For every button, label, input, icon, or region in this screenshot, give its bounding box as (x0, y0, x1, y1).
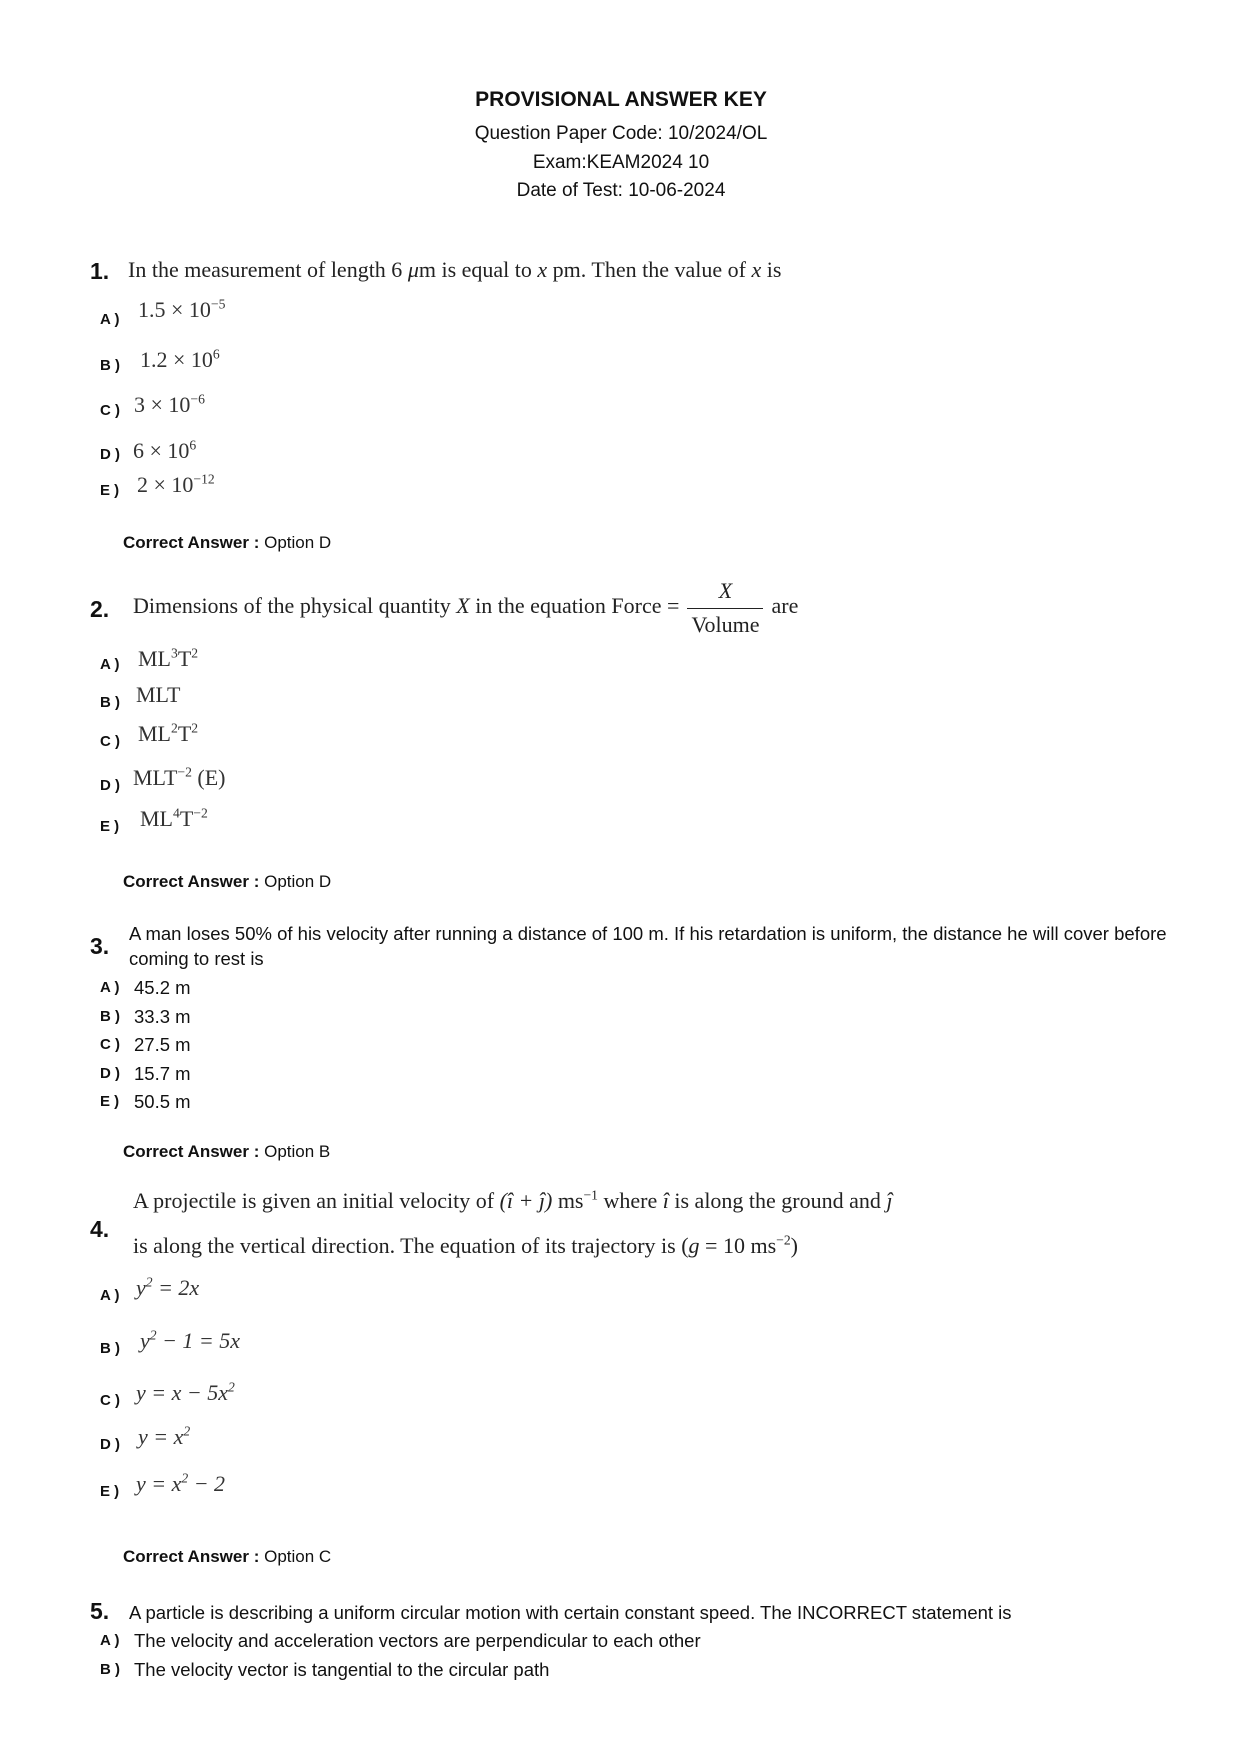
question-number: 3. (90, 933, 110, 959)
test-date: Date of Test: 10-06-2024 (516, 180, 726, 201)
option-label: B ) (100, 1340, 120, 1357)
option-value: 50.5 m (134, 1091, 191, 1112)
option-value: $ML^2T^2$ (138, 720, 199, 746)
correct-answer: Correct Answer : Option D (123, 872, 332, 891)
question-number: 5. (90, 1598, 110, 1624)
option-value: $3 \times 10^{-6}$ (134, 391, 205, 417)
option-label: E ) (100, 818, 120, 835)
question-text-line-1: A projectile is given an initial velocity of (î + ĵ) $ms^{-1}$ where î is along the ground and ĵ (133, 1187, 893, 1213)
paper-code: Question Paper Code: 10/2024/OL (474, 123, 768, 144)
correct-answer: Correct Answer : Option B (123, 1142, 331, 1161)
correct-answer: Correct Answer : Option C (123, 1547, 332, 1566)
option-value: $ML^3T^2$ (138, 645, 199, 671)
option-label: E ) (100, 1483, 120, 1500)
document-title: PROVISIONAL ANSWER KEY (475, 88, 767, 111)
question-number: 1. (90, 258, 110, 284)
exam-name: Exam:KEAM2024 10 (532, 151, 710, 173)
option-label: D ) (100, 446, 120, 463)
question-number: 4. (90, 1216, 110, 1242)
question-number: 2. (90, 596, 110, 622)
option-value: $1.5 \times 10^{-5}$ (138, 296, 226, 322)
option-label: D ) (100, 777, 120, 794)
option-label: A ) (100, 311, 120, 328)
option-value: $y = x^2$ (138, 1423, 191, 1449)
option-value: 15.7 m (134, 1063, 191, 1084)
option-label: E ) (100, 1093, 120, 1110)
option-label: B ) (100, 357, 120, 374)
option-value: $2 \times 10^{-12}$ (137, 471, 215, 497)
option-label: A ) (100, 979, 120, 996)
option-label: B ) (100, 1661, 120, 1678)
option-value: $y = x - 5x^2$ (136, 1379, 235, 1405)
option-value: The velocity vector is tangential to the circular path (134, 1659, 550, 1680)
option-value: 27.5 m (134, 1034, 191, 1055)
option-label: D ) (100, 1436, 120, 1453)
correct-answer: Correct Answer : Option D (123, 533, 332, 552)
option-value: MLT (136, 682, 181, 707)
option-label: A ) (100, 1632, 120, 1649)
option-label: B ) (100, 694, 120, 711)
option-value: $y^2 = 2x$ (136, 1274, 200, 1300)
page-header (0, 88, 1242, 206)
option-label: B ) (100, 1008, 120, 1025)
option-label: A ) (100, 1287, 120, 1304)
option-label: C ) (100, 402, 120, 419)
option-label: C ) (100, 1392, 120, 1409)
option-value: $ML^4T^{-2}$ (140, 805, 208, 831)
option-value: $MLT^{-2}$ (E) (133, 764, 226, 790)
question-text: In the measurement of length 6 μm is equal to x pm. Then the value of x is (128, 257, 782, 282)
option-value: $6 \times 10^6$ (133, 437, 197, 463)
question-text: A man loses 50% of his velocity after running a distance of 100 m. If his retardation is uniform, the distance he will cover before coming to rest is (129, 923, 1167, 969)
option-value: 33.3 m (134, 1006, 191, 1027)
option-label: A ) (100, 656, 120, 673)
question-text: A particle is describing a uniform circular motion with certain constant speed. The INCORRECT statement is (129, 1602, 1012, 1623)
question-text: Dimensions of the physical quantity X in the equation Force = $\frac{X}{\text{Volume}}$ are (133, 578, 799, 637)
force-fraction: $\frac{X}{\text{Volume}}$ (687, 578, 763, 638)
option-label: E ) (100, 482, 120, 499)
option-value: $y^2 - 1 = 5x$ (140, 1327, 241, 1353)
option-value: $y = x^2 - 2$ (136, 1470, 226, 1496)
option-label: C ) (100, 733, 120, 750)
option-value: 45.2 m (134, 977, 191, 998)
question-text-line-2: is along the vertical direction. The equation of its trajectory is (g = 10 $ms^{-2}$) (133, 1232, 798, 1258)
option-label: D ) (100, 1065, 120, 1082)
option-label: C ) (100, 1036, 120, 1053)
option-value: The velocity and acceleration vectors are perpendicular to each other (134, 1630, 701, 1651)
option-value: $1.2 \times 10^6$ (140, 346, 220, 372)
